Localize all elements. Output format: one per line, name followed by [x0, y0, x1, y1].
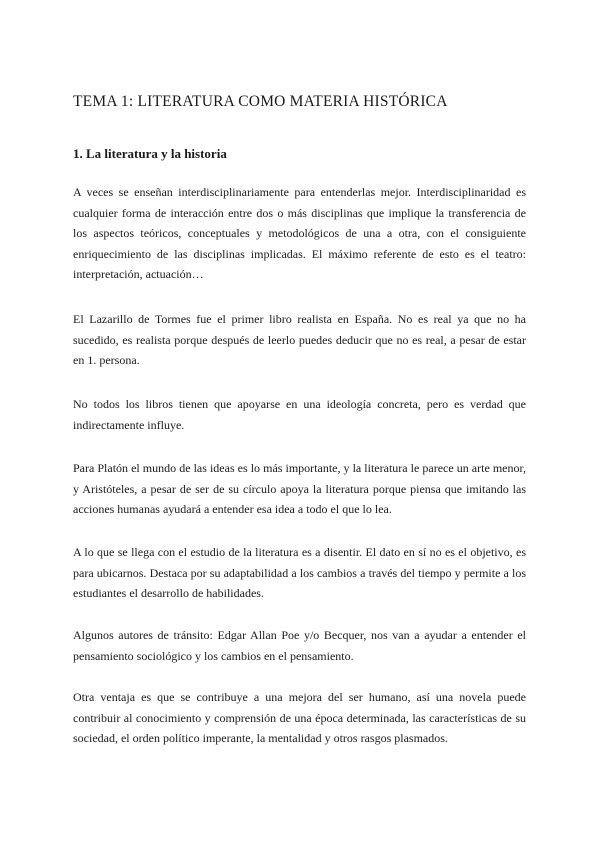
paragraph-plato-aristotle: Para Platón el mundo de las ideas es lo más importante, y la literatura le parece un arte menor, y Aristóteles, a pesar de ser de su círculo apoya la literatura porque piensa que imitando las acciones humanas ayudará a entender esa idea a todo el que lo lea. — [73, 461, 526, 516]
paragraph-transition-authors: Algunos autores de tránsito: Edgar Allan Poe y/o Becquer, nos van a ayudar a entender el pensamiento sociológico y los cambios en el pensamiento. — [73, 628, 526, 663]
section-heading: 1. La literatura y la historia — [73, 146, 227, 161]
paragraph-advantages: Otra ventaja es que se contribuye a una mejora del ser humano, así una novela puede contribuir al conocimiento y comprensión de una época determinada, las características de su sociedad, el orden político imperante, la mentalidad y otros rasgos plasmados. — [73, 690, 526, 745]
paragraph-lazarillo: El Lazarillo de Tormes fue el primer libro realista en España. No es real ya que no ha sucedido, es realista porque después de leerlo puedes deducir que no es real, a pesar de estar en 1. persona. — [73, 312, 526, 367]
paragraph-ideology: No todos los libros tienen que apoyarse en una ideología concreta, pero es verdad que indirectamente influye. — [73, 397, 526, 432]
paragraph-interdisciplinarity: A veces se enseñan interdisciplinariamente para entenderlas mejor. Interdisciplinaridad es cualquier forma de interacción entre dos o más disciplinas que implique la transferencia de los aspectos teóricos, conceptuales y metodológicos de una a otra, con el consiguiente enriquecimiento de las disciplinas implicadas. El máximo referente de esto es el teatro: interpretación, actuación… — [73, 185, 526, 281]
page-title: TEMA 1: LITERATURA COMO MATERIA HISTÓRICA — [73, 93, 448, 110]
paragraph-disentir: A lo que se llega con el estudio de la literatura es a disentir. El dato en sí no es el objetivo, es para ubicarnos. Destaca por su adaptabilidad a los cambios a través del tiempo y permite a los estudiantes el desarrollo de habilidades. — [73, 545, 526, 600]
